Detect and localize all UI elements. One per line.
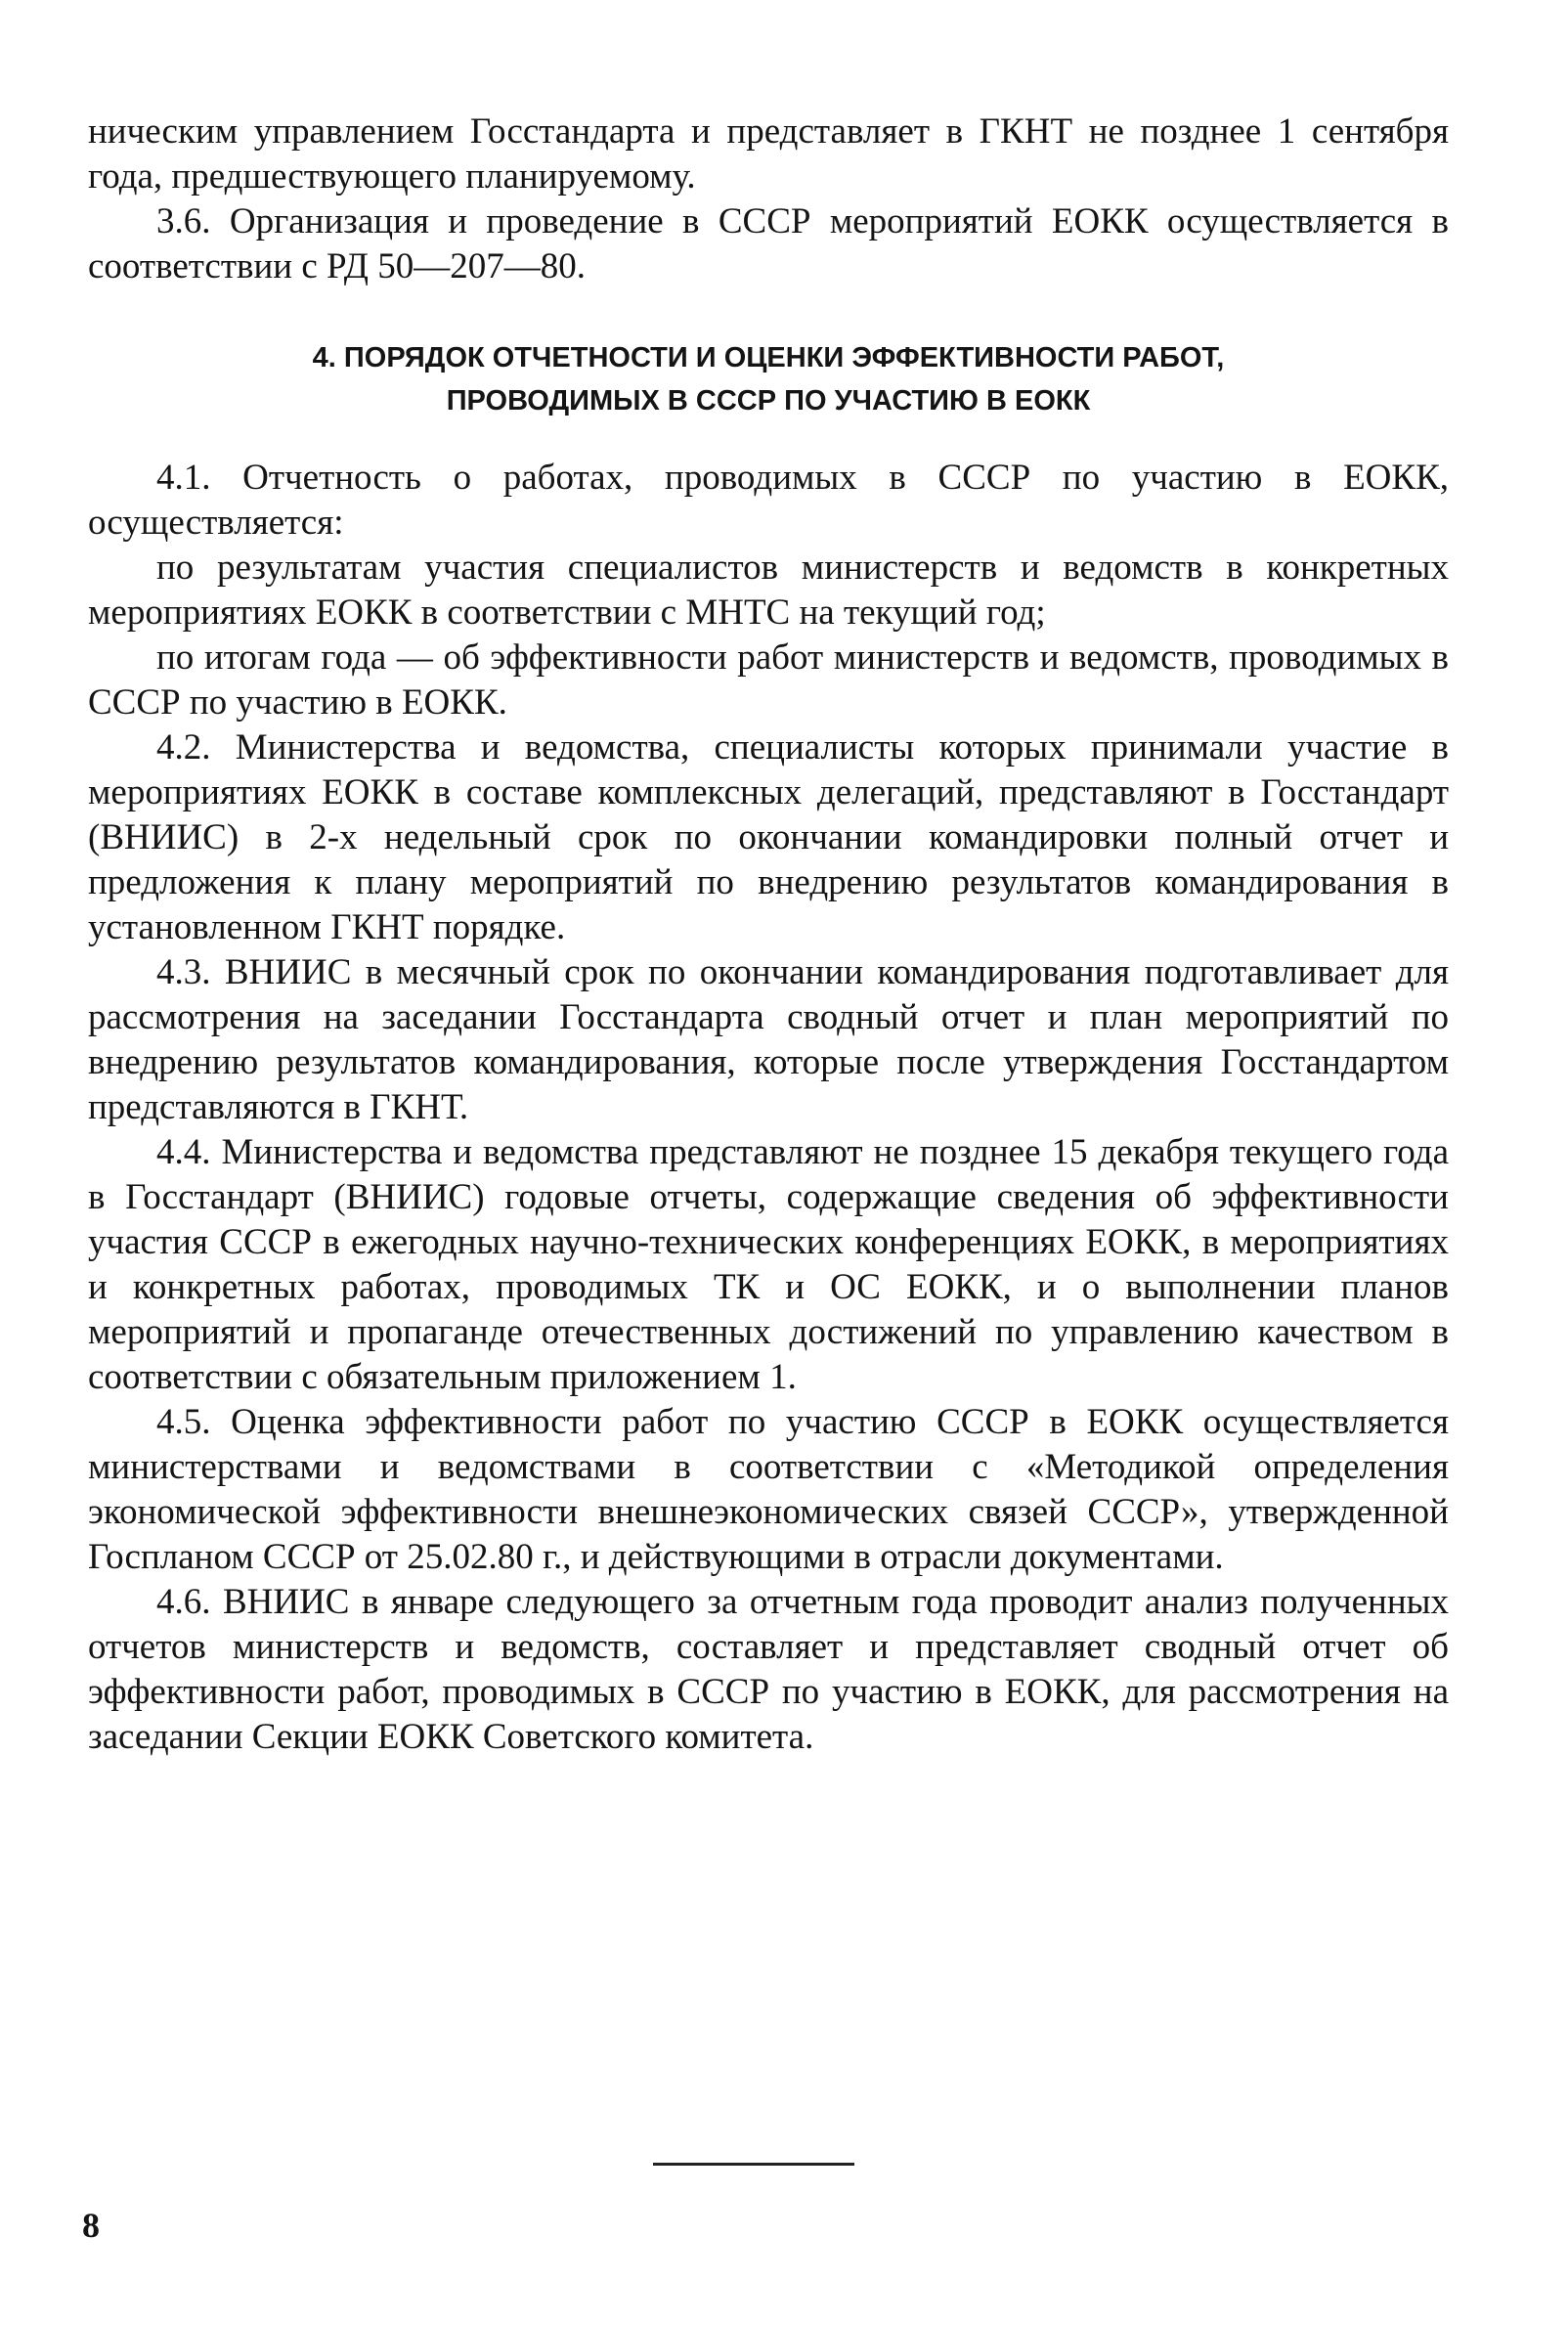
section-heading: [88, 336, 1449, 422]
paragraph-4-4: 4.4. Министерства и ведомства представляют не позднее 15 декабря текущего года в Госстандарт (ВНИИС) годовые отчеты, содержащие сведения об эффективности участия СССР в ежегодных научно-технических конференциях ЕОКК, в мероприятиях и конкретных работах, проводимых ТК и ОС ЕОКК, и о выполнении планов мероприятий и пропаганде отечественных достижений по управлению качеством в соответствии с обязательным приложением 1.: [88, 1132, 1449, 1397]
paragraph-4-2: 4.2. Министерства и ведомства, специалисты которых принимали участие в мероприятиях ЕОКК в составе комплексных делегаций, представляют в Госстандарт (ВНИИС) в 2-х недельный срок по окончании командировки полный отчет и предложения к плану мероприятий по внедрению результатов командирования в установленном ГКНТ порядке.: [88, 727, 1449, 947]
section-heading-line-2: ПРОВОДИМЫХ В СССР ПО УЧАСТИЮ В ЕОКК: [446, 385, 1091, 417]
page-text: [88, 110, 1449, 1760]
paragraph-3-6: 3.6. Организация и проведение в СССР мероприятий ЕОКК осуществляется в соответствии с РД 50—207—80.: [88, 201, 1449, 286]
paragraph-4-5: 4.5. Оценка эффективности работ по участию СССР в ЕОКК осуществляется министерствами и ведомствами в соответствии с «Методикой определения экономической эффективности внешнеэкономических связей СССР», утвержденной Госпланом СССР от 25.02.80 г., и действующими в отрасли документами.: [88, 1402, 1449, 1577]
paragraph-continuation: ническим управлением Госстандарта и представляет в ГКНТ не позднее 1 сентября года, предшествующего планируемому.: [88, 111, 1449, 197]
paragraph-4-1-item-1: по результатам участия специалистов министерств и ведомств в конкретных мероприятиях ЕОКК в соответствии с МНТС на текущий год;: [88, 548, 1449, 633]
paragraph-4-3: 4.3. ВНИИС в месячный срок по окончании командирования подготавливает для рассмотрения на заседании Госстандарта сводный отчет и план мероприятий по внедрению результатов командирования, которые после утверждения Госстандартом представляются в ГКНТ.: [88, 952, 1449, 1127]
paragraph-4-1: 4.1. Отчетность о работах, проводимых в СССР по участию в ЕОКК, осуществляется:: [88, 458, 1449, 543]
paragraph-4-6: 4.6. ВНИИС в январе следующего за отчетным года проводит анализ полученных отчетов министерств и ведомств, составляет и представляет сводный отчет об эффективности работ, проводимых в СССР по участию в ЕОКК, для рассмотрения на заседании Секции ЕОКК Советского комитета.: [88, 1582, 1449, 1757]
section-heading-line-1: 4. ПОРЯДОК ОТЧЕТНОСТИ И ОЦЕНКИ ЭФФЕКТИВНОСТИ РАБОТ,: [312, 342, 1225, 373]
closing-divider: [653, 2163, 854, 2166]
paragraph-4-1-item-2: по итогам года — об эффективности работ министерств и ведомств, проводимых в СССР по участию в ЕОКК.: [88, 637, 1449, 723]
page-number: 8: [82, 2206, 100, 2245]
